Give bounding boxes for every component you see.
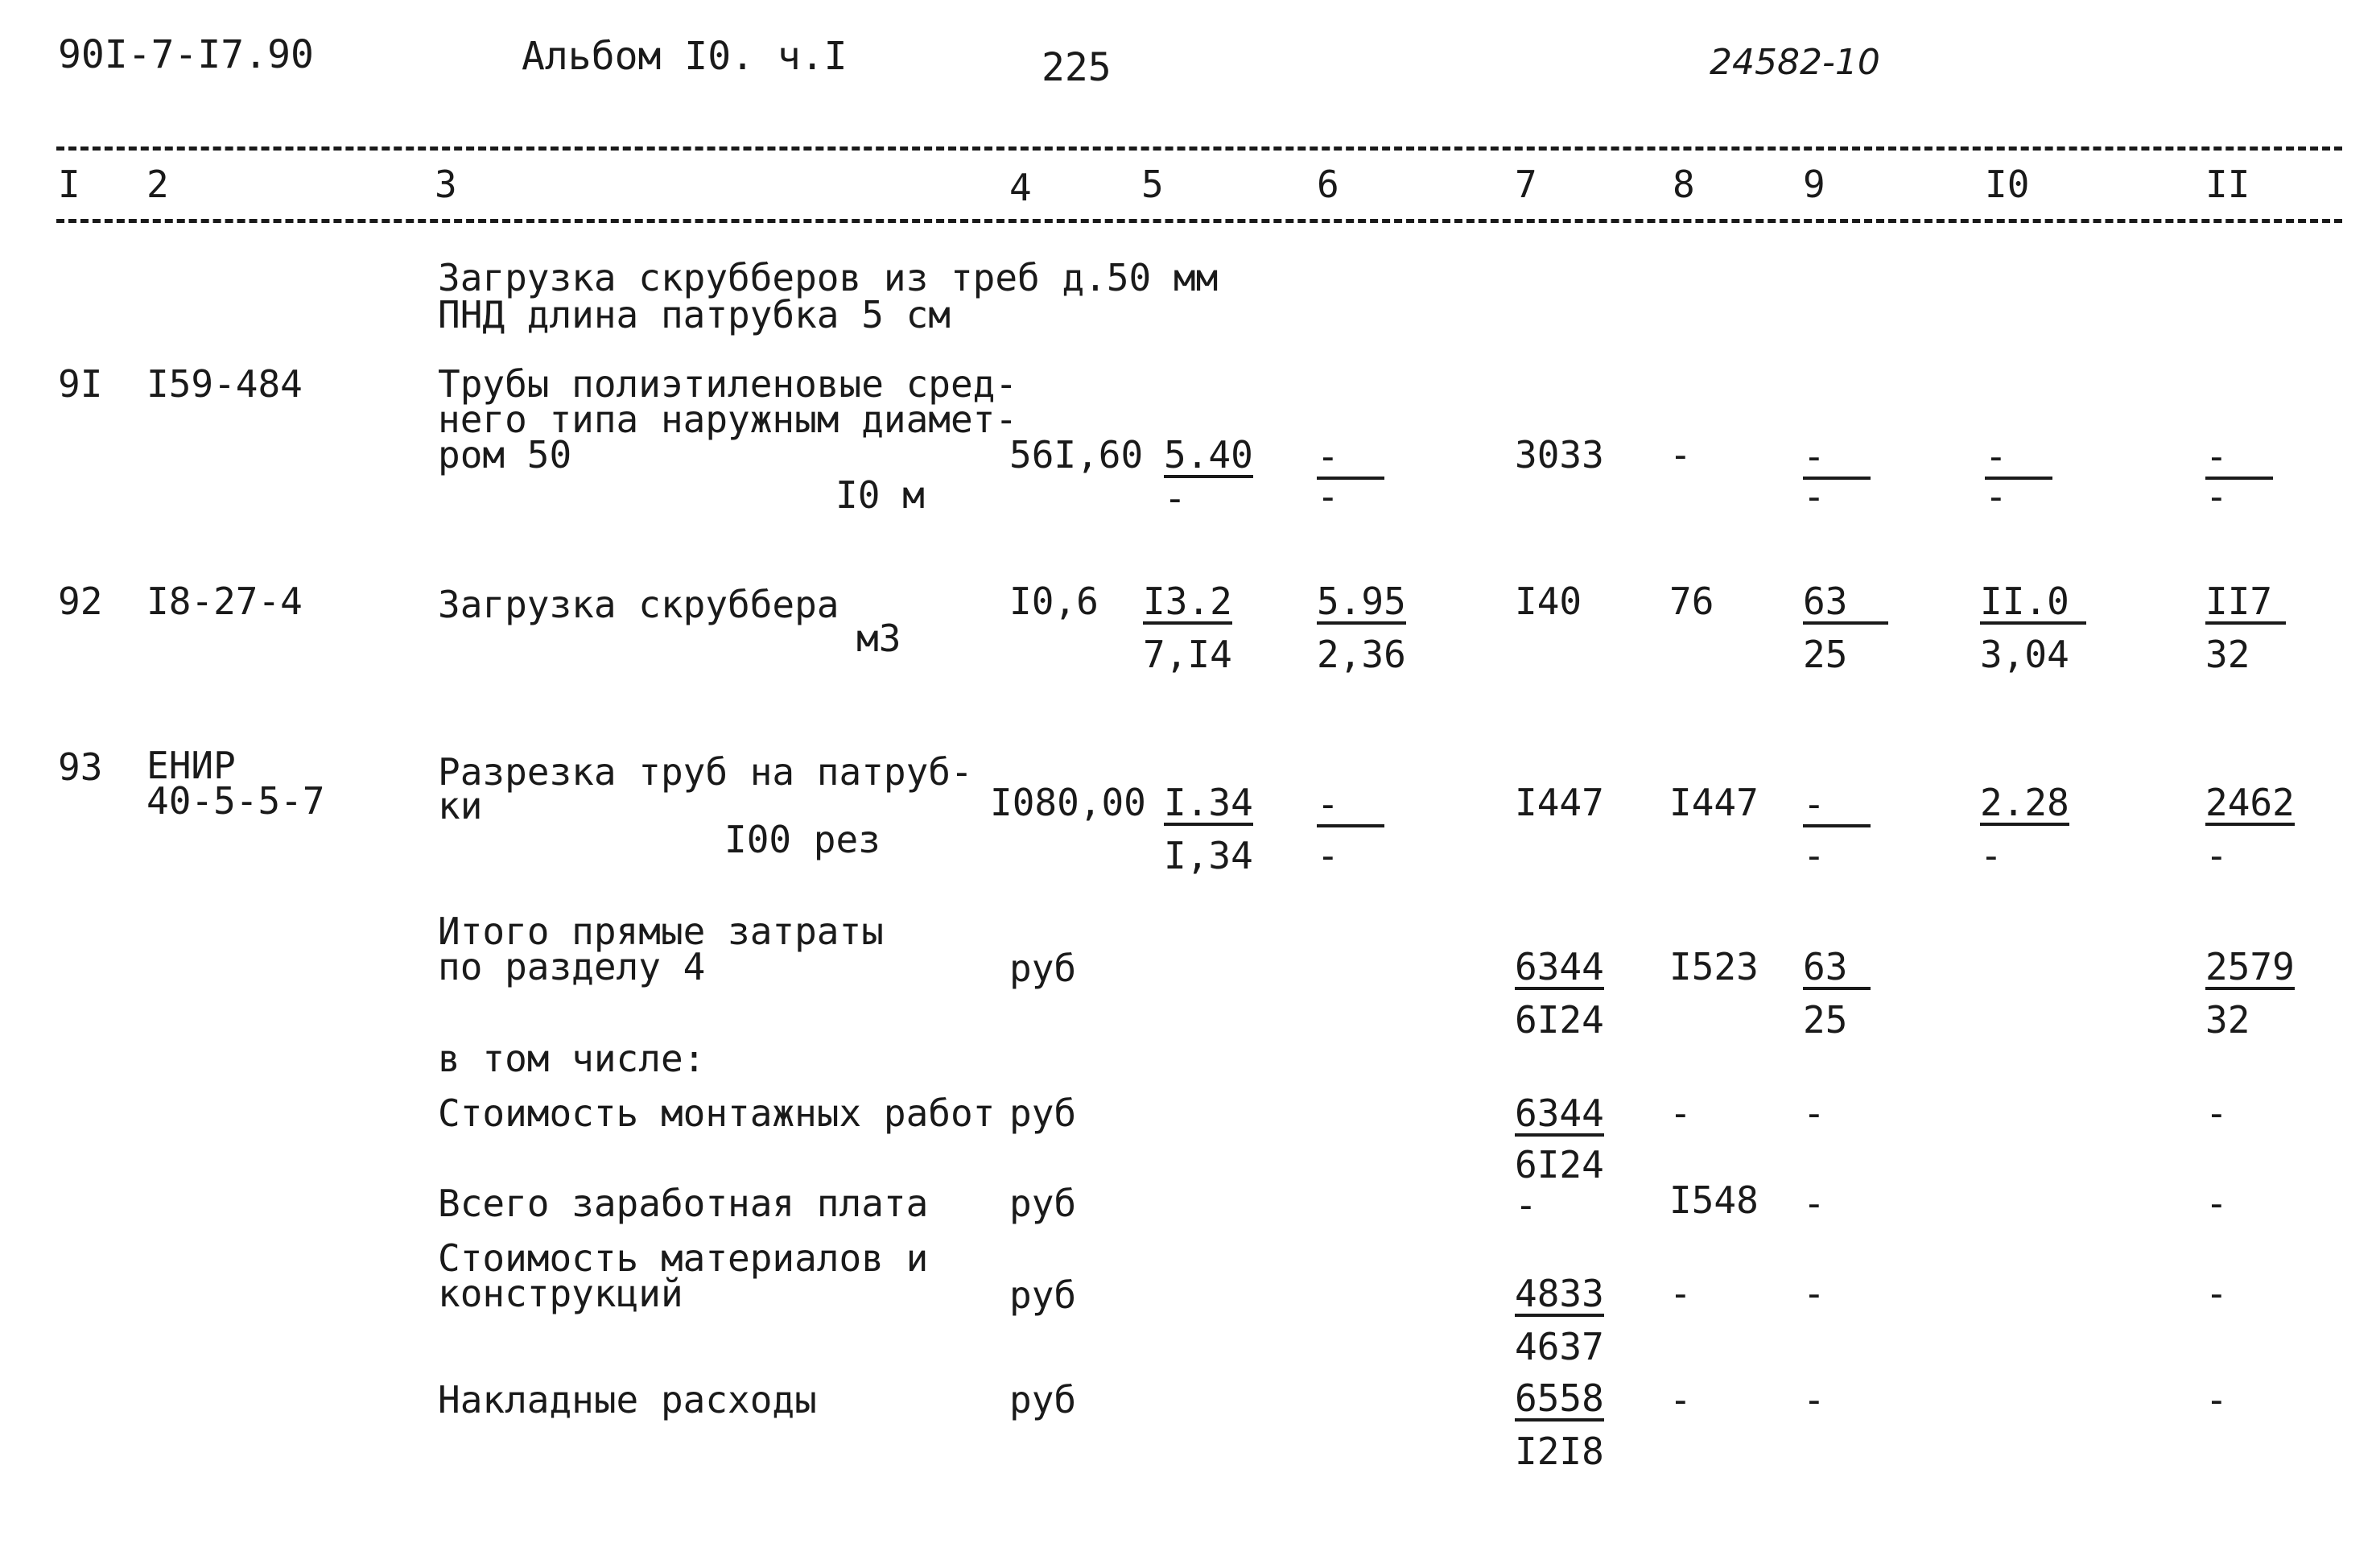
col8-value: I447 <box>1669 781 1759 824</box>
intro-line-2: ПНД длина патрубка 5 см <box>438 293 951 336</box>
row-qty: 56I,60 <box>1009 433 1144 477</box>
overhead-unit: руб <box>1009 1378 1077 1422</box>
col11-top: II7 <box>2205 583 2286 625</box>
col9-value: - <box>1803 1272 1825 1315</box>
col10-bottom: 3,04 <box>1980 633 2069 676</box>
col-header-3: 3 <box>435 163 457 206</box>
col8-value: - <box>1669 433 1692 477</box>
row-desc-line-1: Трубы полиэтиленовые сред- <box>438 362 1018 406</box>
row-qty: I080,00 <box>990 781 1146 824</box>
col6-bottom: - <box>1317 834 1339 877</box>
col7-bottom: 4637 <box>1515 1325 1604 1368</box>
col-header-9: 9 <box>1803 163 1825 206</box>
wages-unit: руб <box>1009 1182 1077 1225</box>
row-code-line-2: 40-5-5-7 <box>146 779 325 823</box>
installation-unit: руб <box>1009 1091 1077 1135</box>
col9-value: - <box>1803 1091 1825 1135</box>
row-unit: I00 рез <box>724 818 881 861</box>
col8-value: I523 <box>1669 945 1759 988</box>
col-header-11: II <box>2205 163 2250 206</box>
col9-bottom: - <box>1803 475 1825 518</box>
col10-top: - <box>1985 438 2052 480</box>
col7-value: I447 <box>1515 781 1604 824</box>
row-qty: I0,6 <box>1009 580 1099 623</box>
doc-code: 90I-7-I7.90 <box>58 32 314 77</box>
col8-value: - <box>1669 1091 1692 1135</box>
row-number: 92 <box>58 580 103 623</box>
col5-bottom: I,34 <box>1164 834 1253 877</box>
col-header-7: 7 <box>1515 163 1537 206</box>
col8-value: - <box>1669 1272 1692 1315</box>
col5-top: I3.2 <box>1143 580 1232 623</box>
col-header-10: I0 <box>1985 163 2030 206</box>
col6-top: - <box>1317 786 1384 827</box>
materials-unit: руб <box>1009 1273 1077 1317</box>
col-header-8: 8 <box>1673 163 1695 206</box>
col-header-6: 6 <box>1317 163 1339 206</box>
col9-top: 63 <box>1803 583 1888 625</box>
header-separator-bottom <box>56 219 2342 223</box>
col7-top: 6344 <box>1515 1091 1604 1135</box>
col5-bottom: - <box>1164 477 1186 520</box>
installation-label: Стоимость монтажных работ <box>438 1091 996 1135</box>
col6-top: 5.95 <box>1317 580 1406 623</box>
col9-bottom: 25 <box>1803 633 1848 676</box>
col9-bottom: - <box>1803 834 1825 877</box>
col9-value: - <box>1803 1182 1825 1225</box>
col10-top: II.0 <box>1980 583 2086 625</box>
col11-bottom: - <box>2205 834 2228 877</box>
col5-bottom: 7,I4 <box>1143 633 1232 676</box>
intro-line-1: Загрузка скрубберов из треб д.50 мм <box>438 256 1219 299</box>
col6-bottom: - <box>1317 475 1339 518</box>
col7-top: 6344 <box>1515 945 1604 988</box>
col-header-4: 4 <box>1009 166 1032 209</box>
totals-label-line-2: по разделу 4 <box>438 945 706 988</box>
col9-top: - <box>1803 438 1871 480</box>
col11-value: - <box>2205 1182 2228 1225</box>
col11-value: - <box>2205 1091 2228 1135</box>
row-desc-line-2: него типа наружным диамет- <box>438 398 1018 441</box>
col7-bottom: 6I24 <box>1515 1143 1604 1186</box>
row-number: 9I <box>58 362 103 406</box>
col8-value: - <box>1669 1378 1692 1422</box>
col11-top: - <box>2205 438 2273 480</box>
col8-value: 76 <box>1669 580 1714 623</box>
col6-bottom: 2,36 <box>1317 633 1406 676</box>
col7-top: 4833 <box>1515 1272 1604 1315</box>
including-label: в том числе: <box>438 1037 706 1080</box>
wages-label: Всего заработная плата <box>438 1182 929 1225</box>
col8-value: I548 <box>1669 1178 1759 1222</box>
col7-value: I40 <box>1515 580 1582 623</box>
album-label: Альбом I0. ч.I <box>522 34 848 79</box>
col11-top: 2462 <box>2205 781 2295 824</box>
col11-bottom: 32 <box>2205 998 2250 1042</box>
row-number: 93 <box>58 745 103 789</box>
col11-bottom: 32 <box>2205 633 2250 676</box>
row-code: I8-27-4 <box>146 580 303 623</box>
col7-top: 6558 <box>1515 1376 1604 1420</box>
col7-value: 3033 <box>1515 433 1604 477</box>
col10-bottom: - <box>1980 834 2003 877</box>
row-unit: м3 <box>856 617 901 660</box>
materials-label-line-2: конструкций <box>438 1272 683 1315</box>
col11-top: 2579 <box>2205 945 2295 988</box>
col6-top: - <box>1317 438 1384 480</box>
col5-top: 5.40 <box>1164 433 1253 477</box>
row-desc-line-1: Загрузка скруббера <box>438 583 839 626</box>
col9-bottom: 25 <box>1803 998 1848 1042</box>
col10-bottom: - <box>1985 475 2007 518</box>
row-code: I59-484 <box>146 362 303 406</box>
totals-label-line-1: Итого прямые затраты <box>438 910 884 953</box>
header-separator-top <box>56 146 2342 151</box>
col-header-5: 5 <box>1141 163 1164 206</box>
row-code-line-1: ЕНИР <box>146 744 236 787</box>
page-number: 225 <box>1042 45 1112 90</box>
col7-bottom: I2I8 <box>1515 1430 1604 1473</box>
col9-top: - <box>1803 786 1871 827</box>
col-header-1: I <box>58 163 80 206</box>
col7-bottom: 6I24 <box>1515 998 1604 1042</box>
col11-value: - <box>2205 1378 2228 1422</box>
row-unit: I0 м <box>835 473 925 517</box>
inventory-number: 24582-10 <box>1710 42 1880 83</box>
col7-value: - <box>1515 1183 1537 1227</box>
col-header-2: 2 <box>146 163 169 206</box>
totals-unit: руб <box>1009 947 1077 990</box>
col5-top: I.34 <box>1164 781 1253 824</box>
col11-bottom: - <box>2205 475 2228 518</box>
row-desc-line-2: ки <box>438 784 483 827</box>
row-desc-line-3: ром 50 <box>438 433 572 477</box>
overhead-label: Накладные расходы <box>438 1378 817 1422</box>
col11-value: - <box>2205 1272 2228 1315</box>
col10-top: 2.28 <box>1980 781 2069 824</box>
col9-top: 63 <box>1803 948 1871 990</box>
materials-label-line-1: Стоимость материалов и <box>438 1236 929 1280</box>
col9-value: - <box>1803 1378 1825 1422</box>
row-desc-line-1: Разрезка труб на патруб- <box>438 750 973 794</box>
